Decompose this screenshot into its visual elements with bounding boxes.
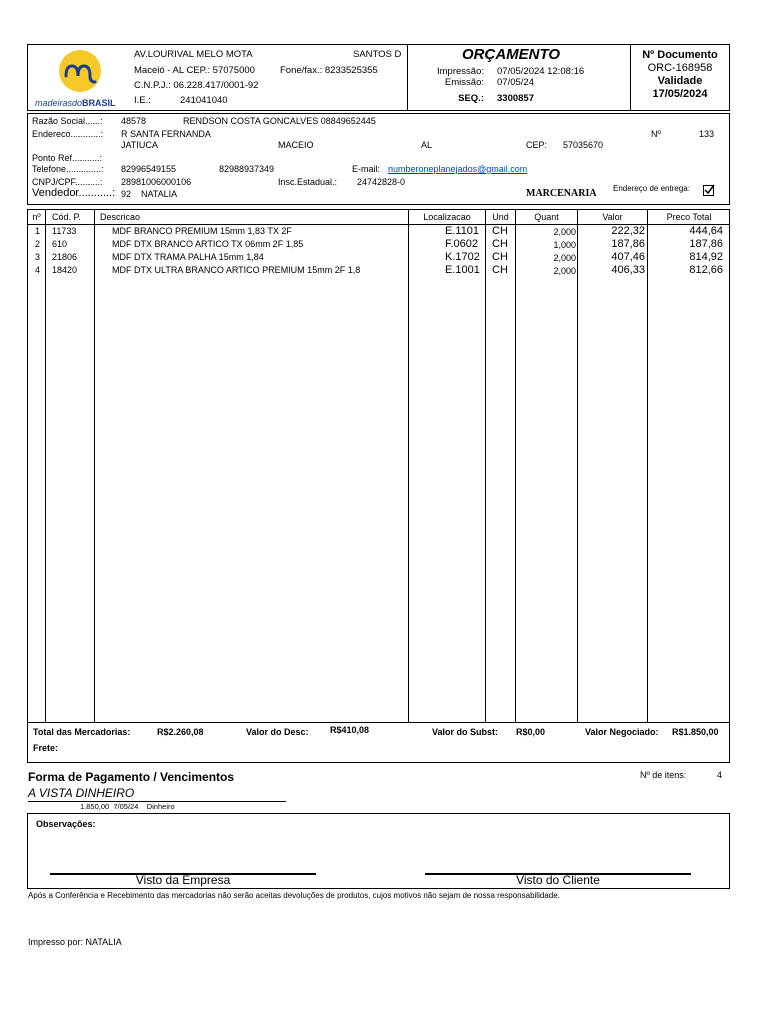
checkmark-icon [703, 184, 715, 196]
company-neighborhood: SANTOS D [353, 49, 402, 60]
frete-label: Frete: [33, 743, 59, 753]
impresso-por: Impresso por: NATALIA [28, 937, 122, 947]
ponto-ref-label: Ponto Ref...........: [32, 153, 103, 163]
cell-valor: 187,86 [611, 238, 645, 250]
visto-cliente-label: Visto do Cliente [516, 873, 600, 887]
cell-cod: 11733 [52, 226, 77, 236]
seq-value: 3300857 [497, 93, 534, 104]
col-header-cod: Cód. P. [52, 212, 81, 222]
cell-loc: K.1702 [445, 251, 480, 263]
bairro-value: JATIUCA [121, 140, 158, 150]
logo-brand-word: madeirasdo [35, 98, 83, 108]
itens-value: 4 [717, 770, 723, 780]
cell-loc: E.1101 [445, 225, 480, 237]
emissao-value: 07/05/24 [497, 77, 534, 88]
company-cnpj: C.N.P.J.: 06.228.417/0001-92 [134, 80, 259, 91]
company-city: Maceió - AL CEP.: 57075000 [134, 65, 255, 76]
disclaimer-text: Após a Conferência e Recebimento das mercadorias não serão aceitas devoluções de produtos, cujos motivos não sejam de nossa responsabilidade. [28, 891, 560, 900]
emissao-label: Emissão: [444, 77, 484, 88]
col-header-preco-total: Preco Total [666, 212, 712, 222]
cidade-value: MACEIO [278, 140, 314, 150]
cell-total: 187,86 [689, 238, 723, 250]
desconto-value: R$410,08 [330, 725, 370, 735]
impressao-value: 07/05/2024 12:08:16 [497, 66, 585, 77]
cell-und: CH [492, 264, 508, 276]
company-ie-value: 241041040 [180, 95, 228, 106]
validade-label: Validade [657, 75, 703, 87]
cell-loc: F.0602 [445, 238, 479, 250]
company-ie-label: I.E.: [134, 95, 151, 106]
razao-code: 48578 [121, 116, 147, 126]
cell-cod: 18420 [52, 265, 78, 275]
cell-cod: 610 [52, 239, 68, 249]
validade-value: 17/05/2024 [652, 88, 708, 100]
cell-und: CH [492, 225, 508, 237]
numero-label: Nº [651, 129, 661, 139]
payment-title: Forma de Pagamento / Vencimentos [28, 770, 235, 784]
razao-name: RENDSON COSTA GONCALVES 08849652445 [183, 116, 376, 126]
cell-n: 4 [35, 265, 41, 275]
vendedor-label: Vendedor...........: [32, 187, 116, 199]
cell-quant: 2,000 [553, 266, 576, 276]
cell-valor: 222,32 [611, 225, 645, 237]
cell-desc: MDF DTX BRANCO ARTICO TX 06mm 2F 1,85 [112, 239, 304, 249]
visto-empresa-label: Visto da Empresa [135, 873, 231, 887]
subst-label: Valor do Subst: [432, 727, 499, 737]
cell-quant: 2,000 [553, 227, 576, 237]
col-header-n: nº [32, 212, 41, 222]
cell-desc: MDF DTX ULTRA BRANCO ARTICO PREMIUM 15mm 2F 1,8 [112, 265, 361, 275]
itens-label: Nº de itens: [640, 770, 687, 780]
cell-quant: 1,000 [553, 240, 576, 250]
numero-value: 133 [699, 129, 715, 139]
email-link[interactable]: numberoneplanejados@gmail.com [388, 164, 528, 174]
telefone-2: 82988937349 [219, 164, 275, 174]
cell-und: CH [492, 251, 508, 263]
col-header-localizacao: Localizacao [423, 212, 471, 222]
email-label: E-mail: [352, 164, 381, 174]
cell-total: 444,64 [689, 225, 723, 237]
items-table [27, 209, 730, 763]
cell-n: 2 [35, 239, 41, 249]
col-header-valor: Valor [602, 212, 623, 222]
col-header-und: Und [492, 212, 509, 222]
payment-detail: 1.850,00 7/05/24 Dinheiro [80, 802, 175, 811]
doc-title: ORÇAMENTO [462, 46, 561, 63]
insc-value: 24742828-0 [357, 177, 406, 187]
total-mercadorias-label: Total das Mercadorias: [33, 727, 131, 737]
header-divider-1 [407, 44, 408, 111]
negociado-label: Valor Negociado: [585, 727, 659, 737]
endereco-label: Endereco............: [32, 129, 104, 139]
subst-value: R$0,00 [516, 727, 546, 737]
cnpj-value: 28981006000106 [121, 177, 192, 187]
table-body-bottom [27, 722, 730, 723]
insc-label: Insc.Estadual.: [278, 177, 338, 187]
cell-total: 812,66 [689, 264, 723, 276]
negociado-value: R$1.850,00 [672, 727, 719, 737]
cell-und: CH [492, 238, 508, 250]
cell-valor: 407,46 [611, 251, 645, 263]
cell-n: 1 [35, 226, 41, 236]
razao-label: Razão Social......: [32, 116, 103, 126]
doc-number-value: ORC-168958 [647, 62, 713, 74]
cell-desc: MDF DTX TRAMA PALHA 15mm 1,84 [112, 252, 264, 262]
company-phone: Fone/fax.: 8233525355 [280, 65, 378, 76]
company-logo [33, 46, 128, 110]
impressao-label: Impressão: [437, 66, 484, 77]
cell-loc: E.1001 [445, 264, 480, 276]
telefone-1: 82996549155 [121, 164, 177, 174]
cell-desc: MDF BRANCO PREMIUM 15mm 1,83 TX 2F [112, 226, 292, 236]
total-mercadorias-value: R$2.260,08 [157, 727, 204, 737]
payment-method: A VISTA DINHEIRO [28, 786, 135, 800]
endereco-value: R SANTA FERNANDA [121, 129, 211, 139]
cell-cod: 21806 [52, 252, 78, 262]
cep-value: 57035670 [563, 140, 604, 150]
seq-label: SEQ.: [458, 93, 484, 104]
col-header-quant: Quant [534, 212, 559, 222]
entrega-label: Endereço de entrega: [613, 184, 690, 193]
doc-number-label: Nº Documento [642, 49, 718, 61]
cnpj-label: CNPJ/CPF..........: [32, 177, 103, 187]
cell-quant: 2,000 [553, 253, 576, 263]
cell-total: 814,92 [689, 251, 723, 263]
telefone-label: Telefone..............: [32, 164, 104, 174]
entrega-checkbox[interactable] [703, 184, 715, 196]
uf-value: AL [421, 140, 433, 150]
desconto-label: Valor do Desc: [246, 727, 309, 737]
segmento-value: MARCENARIA [526, 188, 597, 199]
cell-valor: 406,33 [611, 264, 645, 276]
company-address: AV.LOURIVAL MELO MOTA [134, 49, 253, 60]
vendedor-value: 92 NATALIA [121, 189, 178, 199]
observacoes-label: Observações: [36, 819, 96, 829]
cep-label: CEP: [526, 140, 548, 150]
cell-n: 3 [35, 252, 41, 262]
logo-brand-country: BRASIL [82, 98, 116, 108]
col-header-descricao: Descricao [100, 212, 141, 222]
